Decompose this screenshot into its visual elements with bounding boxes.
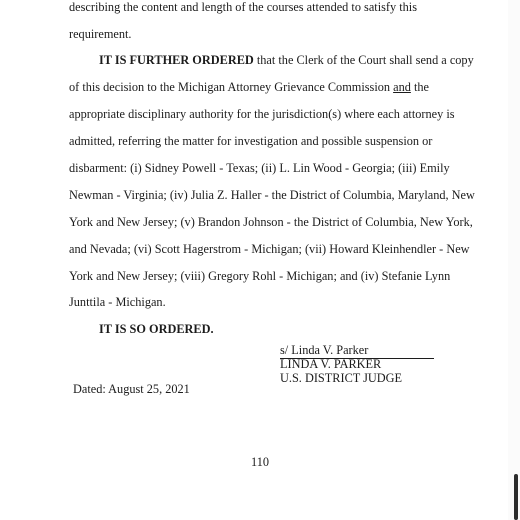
body-text-line-9: York and New Jersey; (v) Brandon Johnson - the District of Columbia, New York, bbox=[69, 215, 473, 229]
body-text-line-4 bbox=[69, 80, 429, 95]
body-text-line-10: and Nevada; (vi) Scott Hagerstrom - Michigan; (vii) Howard Kleinhendler - New bbox=[69, 242, 470, 256]
judge-name: LINDA V. PARKER bbox=[280, 357, 382, 371]
body-text-line-2: requirement. bbox=[69, 27, 132, 41]
further-ordered-paragraph-start bbox=[99, 53, 474, 68]
underlined-and: and bbox=[393, 80, 411, 94]
dated-line: Dated: August 25, 2021 bbox=[73, 382, 190, 396]
scrollbar-track[interactable] bbox=[508, 0, 520, 520]
body-text-line-7: disbarment: (i) Sidney Powell - Texas; (ii) L. Lin Wood - Georgia; (iii) Emily bbox=[69, 161, 450, 175]
body-text-line-8: Newman - Virginia; (iv) Julia Z. Haller - the District of Columbia, Maryland, New bbox=[69, 188, 475, 202]
body-text-line-4-end: the bbox=[410, 80, 429, 94]
body-text-line-12: Junttila - Michigan. bbox=[69, 295, 166, 309]
body-text-line-3: that the Clerk of the Court shall send a copy bbox=[253, 53, 474, 67]
body-text-line-6: admitted, referring the matter for investigation and possible suspension or bbox=[69, 134, 433, 148]
scrollbar-thumb[interactable] bbox=[514, 474, 518, 520]
signature-line: s/ Linda V. Parker bbox=[280, 343, 434, 359]
so-ordered-heading: IT IS SO ORDERED. bbox=[99, 322, 214, 336]
body-text-line-4-start: of this decision to the Michigan Attorney Grievance Commission bbox=[69, 80, 394, 94]
judge-title: U.S. DISTRICT JUDGE bbox=[280, 371, 403, 385]
body-text-line-1: describing the content and length of the courses attended to satisfy this bbox=[69, 0, 417, 14]
page-number: 110 bbox=[251, 455, 269, 469]
further-ordered-heading: IT IS FURTHER ORDERED bbox=[99, 53, 254, 67]
body-text-line-11: York and New Jersey; (viii) Gregory Rohl - Michigan; and (iv) Stefanie Lynn bbox=[69, 269, 451, 283]
body-text-line-5: appropriate disciplinary authority for the jurisdiction(s) where each attorney is bbox=[69, 107, 455, 121]
